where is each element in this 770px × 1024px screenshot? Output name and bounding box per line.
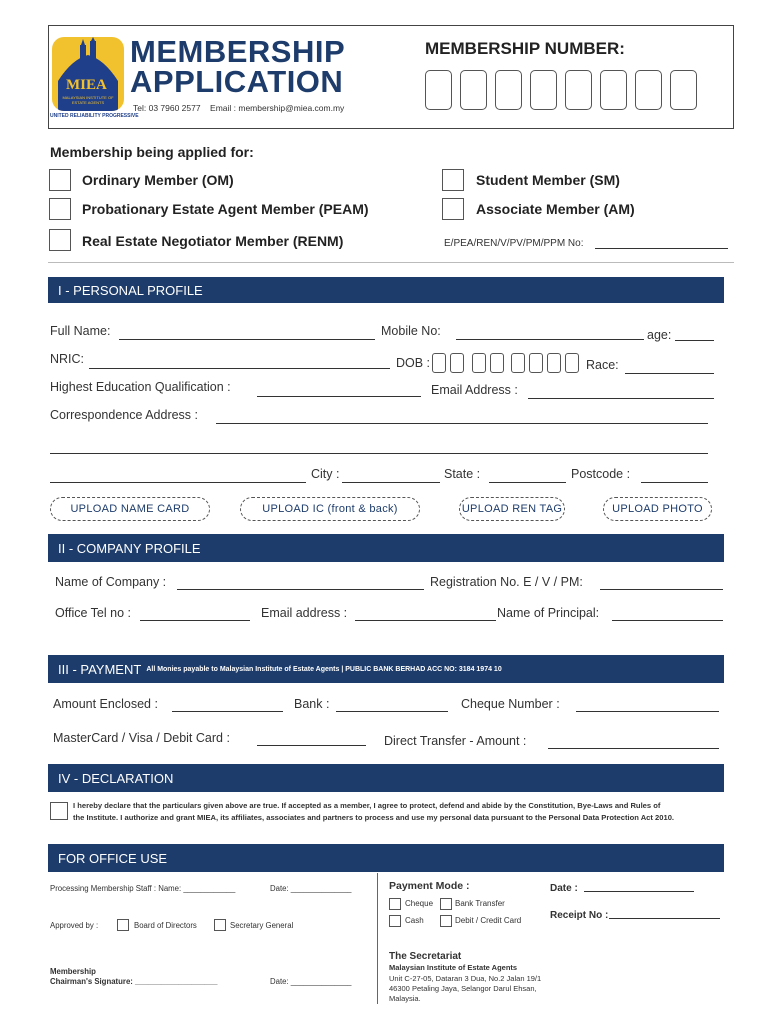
company-email-field[interactable] (355, 620, 496, 621)
dob-digit[interactable] (472, 353, 486, 373)
declaration-line2: the Institute. I authorize and grant MIEA, its affiliates, associates and partners to process and use my personal data pursuant to the Personal Data Protection Act 2010. (73, 813, 675, 822)
cash-option: Cash (405, 916, 424, 925)
membership-number-digit[interactable] (635, 70, 662, 110)
secretary-label: Secretary General (230, 921, 294, 930)
address-label: Correspondence Address : (50, 408, 199, 422)
dob-label: DOB : (396, 356, 431, 370)
contact-info: Tel: 03 7960 2577 Email : membership@miea.com.my (133, 103, 345, 113)
payment-mode-label: Payment Mode : (389, 880, 470, 892)
checkbox-probationary-member[interactable] (49, 198, 71, 220)
checkbox-cash[interactable] (389, 915, 401, 927)
education-label: Highest Education Qualification : (50, 380, 231, 394)
dob-digit[interactable] (511, 353, 525, 373)
miea-logo (52, 37, 124, 111)
cheque-field[interactable] (576, 711, 719, 712)
address-field-2[interactable] (50, 453, 708, 454)
race-label: Race: (586, 358, 619, 372)
section-title: III - PAYMENT (58, 661, 142, 677)
amount-label: Amount Enclosed : (53, 697, 158, 711)
section-divider (48, 262, 734, 263)
payment-note: All Monies payable to Malaysian Institute of Estate Agents | PUBLIC BANK BERHAD ACC NO: 3184 1974 10 (146, 665, 502, 673)
email-field[interactable] (528, 398, 714, 399)
section-company-profile (48, 534, 724, 562)
office-date-field[interactable] (584, 891, 694, 892)
upload-ren-tag-button[interactable]: UPLOAD REN TAG (459, 497, 565, 521)
membership-number-label: MEMBERSHIP NUMBER: (425, 39, 625, 58)
secretariat-addr-3: Malaysia. (389, 994, 421, 1003)
option-negotiator-member: Real Estate Negotiator Member (RENM) (82, 233, 344, 249)
office-date-label: Date : (550, 883, 578, 894)
office-tel-label: Office Tel no : (55, 606, 131, 620)
membership-number-digit[interactable] (600, 70, 627, 110)
bank-transfer-option: Bank Transfer (455, 899, 505, 908)
card-field[interactable] (257, 745, 366, 746)
upload-name-card-button[interactable]: UPLOAD NAME CARD (50, 497, 210, 521)
checkbox-debit-credit-card[interactable] (440, 915, 452, 927)
checkbox-student-member[interactable] (442, 169, 464, 191)
section-personal-profile (48, 277, 724, 303)
cheque-option: Cheque (405, 899, 434, 908)
option-probationary-member: Probationary Estate Agent Member (PEAM) (82, 201, 369, 217)
checkbox-bank-transfer[interactable] (440, 898, 452, 910)
state-label: State : (444, 467, 481, 481)
dob-digit[interactable] (432, 353, 446, 373)
secretariat-title: The Secretariat (389, 951, 462, 962)
board-label: Board of Directors (134, 921, 197, 930)
receipt-field[interactable] (609, 918, 720, 919)
section-title: II - COMPANY PROFILE (58, 540, 201, 556)
debit-credit-option: Debit / Credit Card (455, 916, 522, 925)
membership-number-digit[interactable] (495, 70, 522, 110)
card-label: MasterCard / Visa / Debit Card : (53, 731, 230, 745)
membership-number-digit[interactable] (670, 70, 697, 110)
dob-digit[interactable] (450, 353, 464, 373)
bank-field[interactable] (336, 711, 448, 712)
transfer-label: Direct Transfer - Amount : (384, 734, 527, 748)
postcode-label: Postcode : (571, 467, 631, 481)
section-declaration (48, 764, 724, 792)
option-student-member: Student Member (SM) (476, 172, 620, 188)
receipt-label: Receipt No : (550, 910, 609, 921)
dob-digit[interactable] (529, 353, 543, 373)
checkbox-cheque[interactable] (389, 898, 401, 910)
full-name-label: Full Name: (50, 324, 111, 338)
checkbox-ordinary-member[interactable] (49, 169, 71, 191)
chairman-label-2: Chairman's Signature: ___________________ (50, 977, 218, 986)
option-ordinary-member: Ordinary Member (OM) (82, 172, 234, 188)
option-associate-member: Associate Member (AM) (476, 201, 635, 217)
mobile-field[interactable] (456, 339, 644, 340)
logo-text: MIEA (66, 77, 107, 93)
processing-staff-label: Processing Membership Staff : Name: ____________ (50, 884, 236, 893)
age-label: age: (647, 328, 672, 342)
principal-label: Name of Principal: (497, 606, 600, 620)
office-tel-field[interactable] (140, 620, 250, 621)
logo-subtext: MALAYSIAN INSTITUTE OF ESTATE AGENTS (62, 95, 114, 105)
section-title: I - PERSONAL PROFILE (58, 282, 203, 298)
dob-digit[interactable] (565, 353, 579, 373)
section-title: IV - DECLARATION (58, 770, 174, 786)
postcode-field[interactable] (641, 482, 708, 483)
nric-label: NRIC: (50, 352, 85, 366)
form-title-line1: MEMBERSHIP (130, 34, 346, 69)
logo-tagline: UNITED RELIABILITY PROGRESSIVE (50, 113, 139, 119)
section-office-use (48, 844, 724, 872)
principal-field[interactable] (612, 620, 723, 621)
registration-field[interactable] (600, 589, 723, 590)
membership-number-digit[interactable] (565, 70, 592, 110)
registration-label: Registration No. E / V / PM: (430, 575, 583, 589)
chairman-date-label: Date: ______________ (270, 977, 352, 986)
approved-by-label: Approved by : (50, 921, 99, 930)
membership-number-digit[interactable] (425, 70, 452, 110)
secretariat-org: Malaysian Institute of Estate Agents (389, 963, 518, 972)
secretariat-addr-2: 46300 Petaling Jaya, Selangor Darul Ehsan, (389, 984, 537, 993)
education-field[interactable] (257, 396, 421, 397)
dob-digit[interactable] (547, 353, 561, 373)
nric-field[interactable] (89, 368, 390, 369)
mobile-label: Mobile No: (381, 324, 441, 338)
processing-date-label: Date: ______________ (270, 884, 352, 893)
office-divider (377, 873, 378, 1004)
age-field[interactable] (675, 340, 714, 341)
declaration-checkbox[interactable] (50, 802, 68, 820)
chairman-label-1: Membership (50, 967, 96, 976)
amount-field[interactable] (172, 711, 283, 712)
dob-digit[interactable] (490, 353, 504, 373)
checkbox-board-of-directors[interactable] (117, 919, 129, 931)
upload-photo-button[interactable]: UPLOAD PHOTO (603, 497, 712, 521)
email-label: Email Address : (431, 383, 518, 397)
cheque-label: Cheque Number : (461, 697, 560, 711)
membership-type-heading: Membership being applied for: (50, 144, 254, 160)
secretariat-addr-1: Unit C-27-05, Dataran 3 Dua, No.2 Jalan 19/1 (389, 974, 542, 983)
form-title-line2: APPLICATION (130, 64, 344, 99)
bank-label: Bank : (294, 697, 330, 711)
checkbox-associate-member[interactable] (442, 198, 464, 220)
ref-no-label: E/PEA/REN/V/PV/PM/PPM No: (444, 238, 584, 249)
section-payment (48, 655, 724, 683)
declaration-line1: I hereby declare that the particulars given above are true. If accepted as a member, I agree to protect, defend and abide by the Constitution, Bye-Laws and Rules of (73, 801, 661, 810)
upload-ic-button[interactable]: UPLOAD IC (front & back) (240, 497, 420, 521)
section-title: FOR OFFICE USE (58, 850, 168, 866)
membership-number-digit[interactable] (530, 70, 557, 110)
company-name-field[interactable] (177, 589, 424, 590)
membership-number-digit[interactable] (460, 70, 487, 110)
city-field[interactable] (342, 482, 440, 483)
city-label: City : (311, 467, 340, 481)
company-name-label: Name of Company : (55, 575, 167, 589)
address-field-1[interactable] (216, 423, 708, 424)
checkbox-negotiator-member[interactable] (49, 229, 71, 251)
company-email-label: Email address : (261, 606, 348, 620)
ref-no-field[interactable] (595, 248, 728, 249)
checkbox-secretary-general[interactable] (214, 919, 226, 931)
transfer-field[interactable] (548, 748, 719, 749)
full-name-field[interactable] (119, 339, 375, 340)
race-field[interactable] (625, 373, 714, 374)
address-field-3[interactable] (50, 482, 306, 483)
state-field[interactable] (489, 482, 566, 483)
